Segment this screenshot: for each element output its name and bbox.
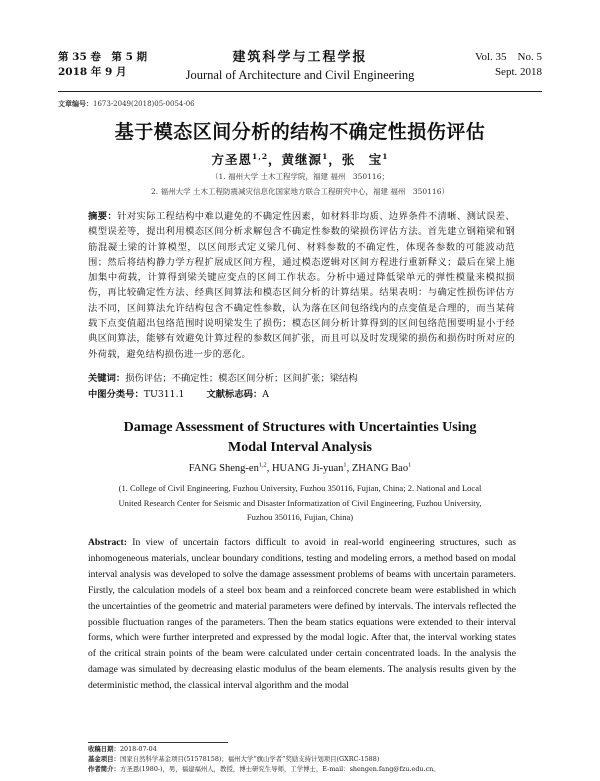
- author-3-en-sup: 1: [408, 461, 412, 469]
- affiliation-en-1: (1. College of Civil Engineering, Fuzhou University, Fuzhou 350116, Fujian, China; 2. National and Local: [118, 483, 482, 493]
- footnote-author-bio-label: 作者简介：: [88, 765, 120, 773]
- keywords-cn-label: 关键词：: [88, 373, 126, 384]
- journal-title-en: Journal of Architecture and Civil Engineering: [185, 68, 415, 82]
- footnote-received-label: 收稿日期：: [88, 745, 120, 753]
- author-2-cn-sup: 1: [322, 151, 329, 161]
- author-1-cn-sup: 1,2: [251, 151, 269, 161]
- affiliation-en-2: United Research Center for Seismic and Disaster Informatization of Civil Engineering, Fuzhou University,: [118, 497, 482, 508]
- footnote-funding-label: 基金项目：: [88, 755, 120, 763]
- header-issue-en: [475, 50, 542, 80]
- clc-label: 中图分类号：: [88, 389, 144, 400]
- footnote-funding: [88, 754, 518, 764]
- running-header: [58, 50, 542, 90]
- author-1-en-sup: 1,2: [258, 461, 267, 469]
- keywords-cn: [88, 371, 515, 386]
- author-1-cn: 方圣恩: [211, 152, 252, 167]
- affiliation-en-3: Fuzhou 350116, Fujian, China): [246, 512, 354, 522]
- title-en-line-1: Damage Assessment of Structures with Uncertainties Using: [123, 420, 477, 435]
- authors-cn: [0, 150, 600, 168]
- affiliation-cn-2: 2. 福州大学 土木工程防震减灾信息化国家地方联合工程研究中心，福建 福州 350116）: [151, 187, 449, 196]
- author-3-en: , ZHANG Bao: [346, 463, 409, 474]
- author-3-cn: ，张 宝: [328, 152, 383, 167]
- abstract-en-text: In view of uncertain factors difficult to avoid in real-world engineering structures, such as inhomogeneous materials, unclear boundary conditions, testing and modeling errors, a method based on modal interval analysis was developed to solve the damage assessment problems of beams with uncertain parameters. Firstly, the calculation models of a steel box beam and a reinforced concrete beam were established in which the uncertainties of the geometric and material parameters were defined by intervals. The intervals reflected the possible fluctuation ranges of the parameters. Then the beam statics equations were extended to their interval forms, which were further interpreted and expressed by the modal logic. After that, the interval working states of the critical strain points of the beam were calculated under certain concentrated loads. In the analysis the damage was simulated by decreasing elastic modulus of the beam elements. The analysis results given by the deterministic method, the classical interval algorithm and the modal: [88, 537, 516, 692]
- doc-code-value: A: [262, 389, 269, 400]
- footnote-author-bio: [88, 764, 518, 774]
- article-number-label: 文章编号：: [58, 99, 93, 108]
- title-en-line-2: Modal Interval Analysis: [228, 440, 372, 455]
- header-rule: [58, 91, 542, 92]
- title-cn: 基于模态区间分析的结构不确定性损伤评估: [114, 121, 486, 143]
- article-number-value: 1673-2049(2018)05-0054-06: [93, 100, 195, 108]
- title-en: [0, 418, 600, 458]
- abstract-cn-text: 针对实际工程结构中难以避免的不确定性因素，如材料非均质、边界条件不清晰、测试误差、模型误差等，提出利用模态区间分析求解包含不确定性参数的梁损伤评估方法。首先建立钢箱梁和钢筋混凝土梁的计算模型，以区间形式定义梁几何、材料参数的不确定性，体现各参数的可能波动范围；然后将结构静力学方程扩展成区间方程，通过模态逻辑对区间方程进行重新释义；最后在梁上施加集中荷载，计算得到梁关键应变点的区间工作状态。分析中通过降低梁单元的弹性模量来模拟损伤，再比较确定性方法、经典区间算法和模态区间分析的计算结果。结果表明：与确定性损伤评估方法不同，区间算法允许结构包含不确定性参数，认为落在区间包络线内的点变值是合理的，而当某荷载下点变值超出包络范围时说明梁发生了损伤；模态区间分析计算得到的区间包络范围要明显小于经典区间算法，能够有效避免计算过程的参数区间扩张，而且可以及时发现梁的损伤和损伤时所对应的外荷载，避免结构损伤进一步的恶化。: [88, 211, 515, 360]
- footnote-rule: [88, 742, 228, 743]
- author-2-en: , HUANG Ji-yuan: [266, 463, 344, 474]
- abstract-cn-label: 摘要：: [88, 211, 118, 222]
- author-2-en-sup: 1: [343, 461, 347, 469]
- journal-title: [58, 50, 542, 84]
- footnote-received-text: 2018-07-04: [119, 745, 157, 753]
- date-en: Sept. 2018: [494, 66, 542, 78]
- clc-value: TU311.1: [143, 389, 185, 400]
- issue-cn: 第 35 卷 第 5 期: [58, 51, 148, 63]
- doc-code-label: 文献标志码：: [206, 389, 263, 400]
- affiliation-cn-1: （1. 福州大学 土木工程学院，福建 福州 350116；: [211, 172, 389, 181]
- author-1-en: FANG Sheng-en: [188, 463, 259, 474]
- classification-cn: [88, 387, 269, 402]
- abstract-en: [88, 535, 516, 694]
- footnote-received: [88, 744, 518, 754]
- journal-title-cn: 建筑科学与工程学报: [232, 50, 368, 65]
- volume-en: Vol. 35 No. 5: [474, 51, 542, 63]
- authors-en: [0, 463, 600, 474]
- date-cn: 2018 年 9 月: [58, 66, 127, 78]
- footnote-author-bio-text: 方圣恩(1980-)，男，福建福州人，教授，博士研究生导师，工学博士，E-mail：shengen.fang@fzu.edu.cn。: [119, 765, 440, 773]
- affiliations-en: [100, 481, 500, 525]
- footnote-funding-text: 国家自然科学基金项目(51578158)；福州大学“旗山学者”奖励支持计划项目(GXRC-1588): [119, 755, 380, 763]
- abstract-en-label: Abstract:: [88, 537, 127, 548]
- abstract-cn: [88, 209, 515, 362]
- author-2-cn: ，黄继源: [268, 152, 323, 167]
- author-3-cn-sup: 1: [382, 151, 389, 161]
- keywords-cn-text: 损伤评估；不确定性；模态区间分析；区间扩张；梁结构: [125, 373, 358, 384]
- article-number: [58, 99, 195, 109]
